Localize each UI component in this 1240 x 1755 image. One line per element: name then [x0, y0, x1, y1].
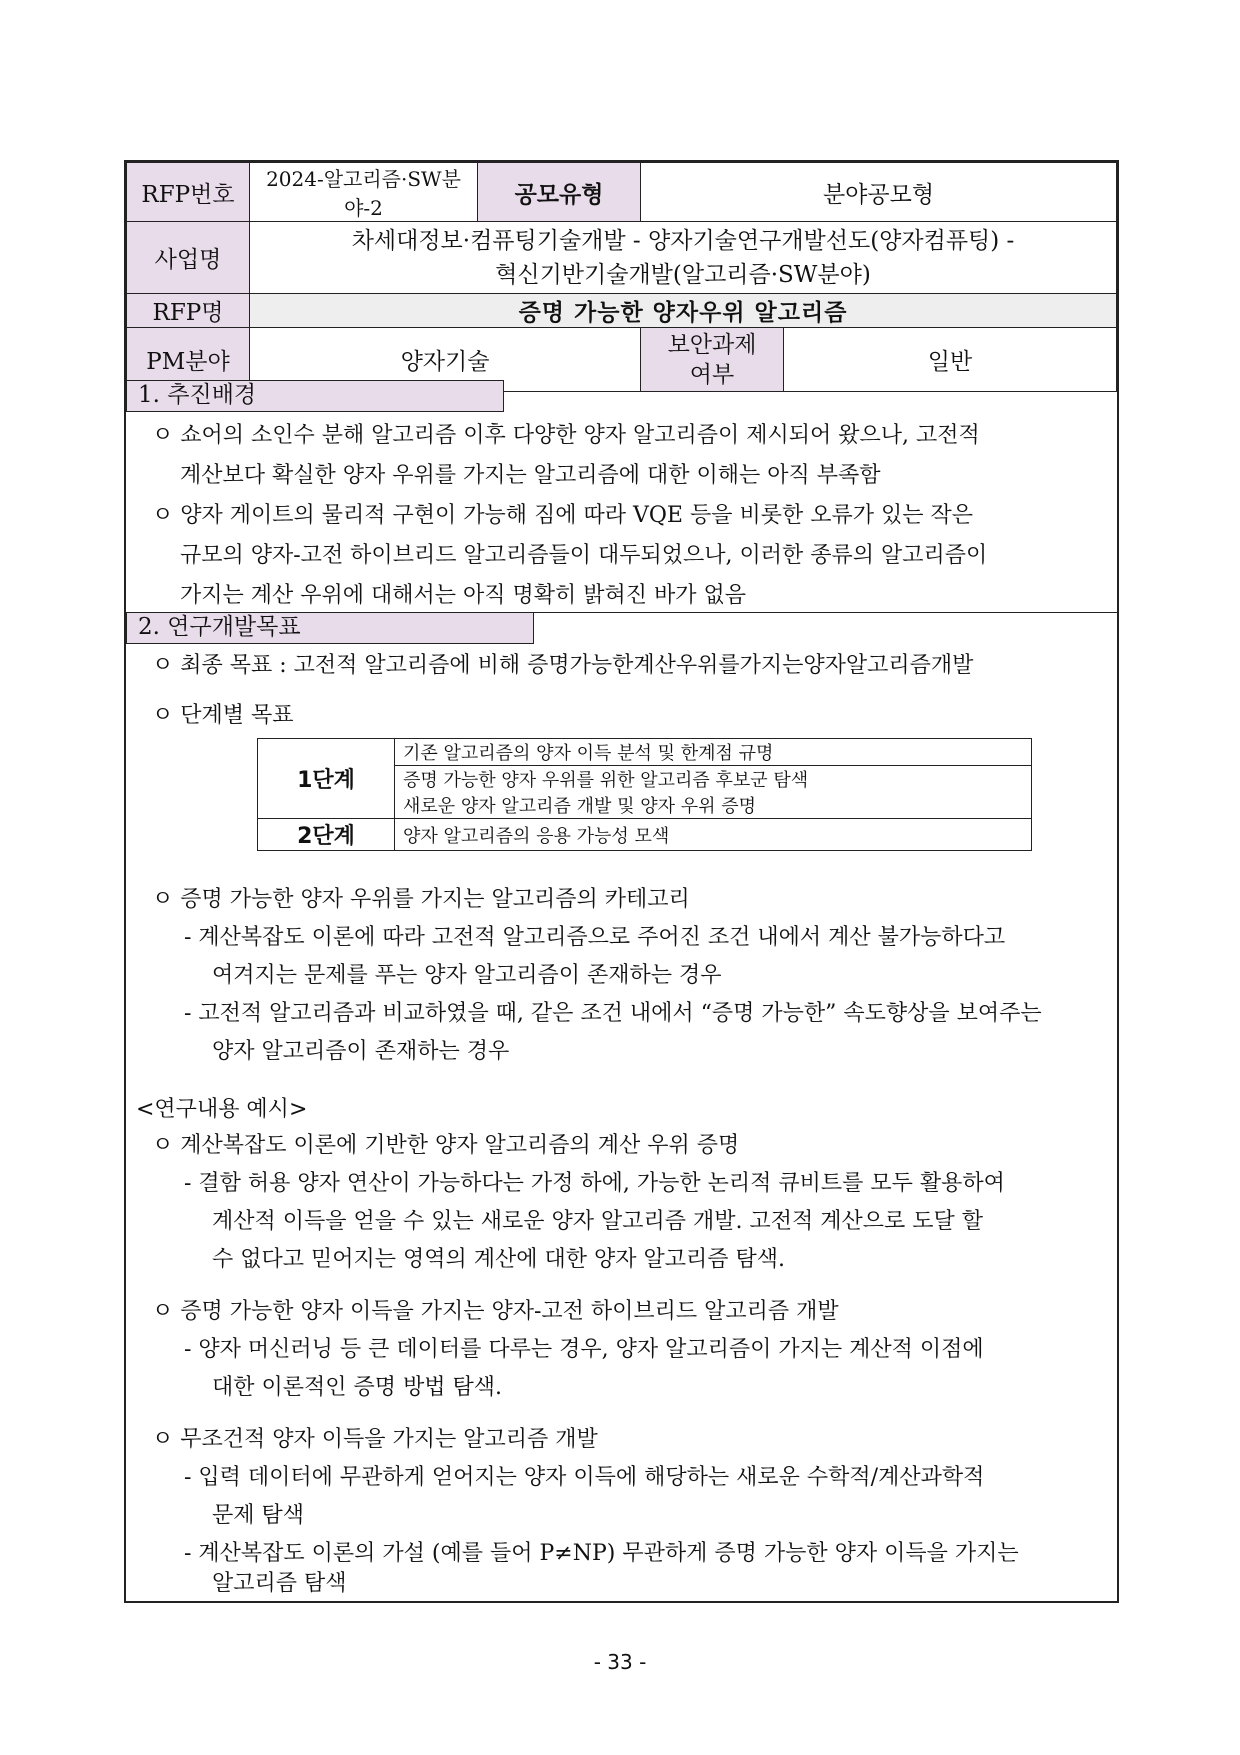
example-3-extra-line-2: 알고리즘 탐색: [212, 1571, 347, 1596]
type-label: 공모유형: [478, 163, 641, 222]
example-3: ㅇ 무조건적 양자 이득을 가지는 알고리즘 개발: [152, 1427, 598, 1452]
rfp-no-value: 2024-알고리즘·SW분야-2: [250, 163, 478, 222]
example-3-detail-line-1: - 입력 데이터에 무관하게 얻어지는 양자 이득에 해당하는 새로운 수학적/계산과학적: [184, 1465, 985, 1490]
section-1-title: 1. 추진배경: [138, 382, 257, 408]
bg-bullet-2-line-1: ㅇ 양자 게이트의 물리적 구현이 가능해 짐에 따라 VQE 등을 비롯한 오류가 있는 작은: [152, 503, 973, 528]
stage-1-item-b: 증명 가능한 양자 우위를 위한 알고리즘 후보군 탐색: [395, 766, 1032, 793]
example-1-detail-line-2: 계산적 이득을 얻을 수 있는 새로운 양자 알고리즘 개발. 고전적 계산으로 도달 할: [212, 1209, 983, 1234]
biz-value: [250, 222, 1117, 294]
example-3-detail-line-2: 문제 탐색: [212, 1503, 305, 1528]
example-3-extra-line-1: - 계산복잡도 이론의 가설 (예를 들어 P≠NP) 무관하게 증명 가능한 양자 이득을 가지는: [184, 1541, 1019, 1566]
bg-bullet-2-line-2: 규모의 양자-고전 하이브리드 알고리즘들이 대두되었으나, 이러한 종류의 알고리즘이: [180, 543, 988, 568]
category-1-line-1: - 계산복잡도 이론에 따라 고전적 알고리즘으로 주어진 조건 내에서 계산 불가능하다고: [184, 925, 1006, 950]
example-2-detail-line-1: - 양자 머신러닝 등 큰 데이터를 다루는 경우, 양자 알고리즘이 가지는 계산적 이점에: [184, 1337, 984, 1362]
pm-label: PM분야: [127, 328, 250, 392]
category-2-line-1: - 고전적 알고리즘과 비교하였을 때, 같은 조건 내에서 “증명 가능한” 속도향상을 보여주는: [184, 1001, 1042, 1026]
rfp-no-label: RFP번호: [127, 163, 250, 222]
security-label-line-1: 보안과제: [667, 331, 757, 358]
page-number: - 33 -: [593, 1650, 647, 1674]
bg-bullet-1-line-1: ㅇ 쇼어의 소인수 분해 알고리즘 이후 다양한 양자 알고리즘이 제시되어 왔으나, 고전적: [152, 423, 980, 448]
security-value: 일반: [784, 328, 1117, 392]
stage-goals-table: [257, 738, 1032, 851]
rfp-name-value: 증명 가능한 양자우위 알고리즘: [250, 294, 1117, 328]
biz-label: 사업명: [127, 222, 250, 294]
pm-value: 양자기술: [250, 328, 641, 392]
category-title: ㅇ 증명 가능한 양자 우위를 가지는 알고리즘의 카테고리: [152, 887, 690, 912]
example-1-detail-line-1: - 결함 허용 양자 연산이 가능하다는 가정 하에, 가능한 논리적 큐비트를 모두 활용하여: [184, 1171, 1005, 1196]
stage-2-label: 2단계: [258, 819, 395, 851]
biz-line-1: 차세대정보·컴퓨팅기술개발 - 양자기술연구개발선도(양자컴퓨팅) -: [351, 227, 1015, 254]
security-label: [641, 328, 784, 392]
category-1-line-2: 여겨지는 문제를 푸는 양자 알고리즘이 존재하는 경우: [212, 963, 722, 988]
examples-title: <연구내용 예시>: [136, 1097, 308, 1122]
example-2: ㅇ 증명 가능한 양자 이득을 가지는 양자-고전 하이브리드 알고리즘 개발: [152, 1299, 839, 1324]
example-2-detail-line-2: 대한 이론적인 증명 방법 탐색.: [212, 1375, 502, 1400]
stage-1-item-a: 기존 알고리즘의 양자 이득 분석 및 한계점 규명: [395, 739, 1032, 766]
stage-goals-title: ㅇ 단계별 목표: [152, 703, 294, 728]
type-value: 분야공모형: [641, 163, 1117, 222]
stage-2-item-a: 양자 알고리즘의 응용 가능성 모색: [395, 819, 1032, 851]
rfp-name-label: RFP명: [127, 294, 250, 328]
document-frame: [124, 160, 1119, 1603]
rfp-header-table: [126, 162, 1117, 392]
security-label-line-2: 여부: [689, 361, 735, 388]
section-2-heading: [126, 612, 534, 644]
category-2-line-2: 양자 알고리즘이 존재하는 경우: [212, 1039, 510, 1064]
section-1-heading: [126, 380, 504, 412]
bg-bullet-2-line-3: 가지는 계산 우위에 대해서는 아직 명확히 밝혀진 바가 없음: [180, 583, 746, 608]
example-1-detail-line-3: 수 없다고 믿어지는 영역의 계산에 대한 양자 알고리즘 탐색.: [212, 1247, 785, 1272]
section-2-title: 2. 연구개발목표: [138, 614, 301, 640]
stage-1-item-c: 새로운 양자 알고리즘 개발 및 양자 우위 증명: [395, 792, 1032, 819]
biz-line-2: 혁신기반기술개발(알고리즘·SW분야): [495, 261, 871, 288]
bg-bullet-1-line-2: 계산보다 확실한 양자 우위를 가지는 알고리즘에 대한 이해는 아직 부족함: [180, 463, 881, 488]
stage-1-label: 1단계: [258, 739, 395, 819]
final-goal: ㅇ 최종 목표 : 고전적 알고리즘에 비해 증명가능한계산우위를가지는양자알고리즘개발: [152, 653, 974, 678]
example-1: ㅇ 계산복잡도 이론에 기반한 양자 알고리즘의 계산 우위 증명: [152, 1133, 740, 1158]
